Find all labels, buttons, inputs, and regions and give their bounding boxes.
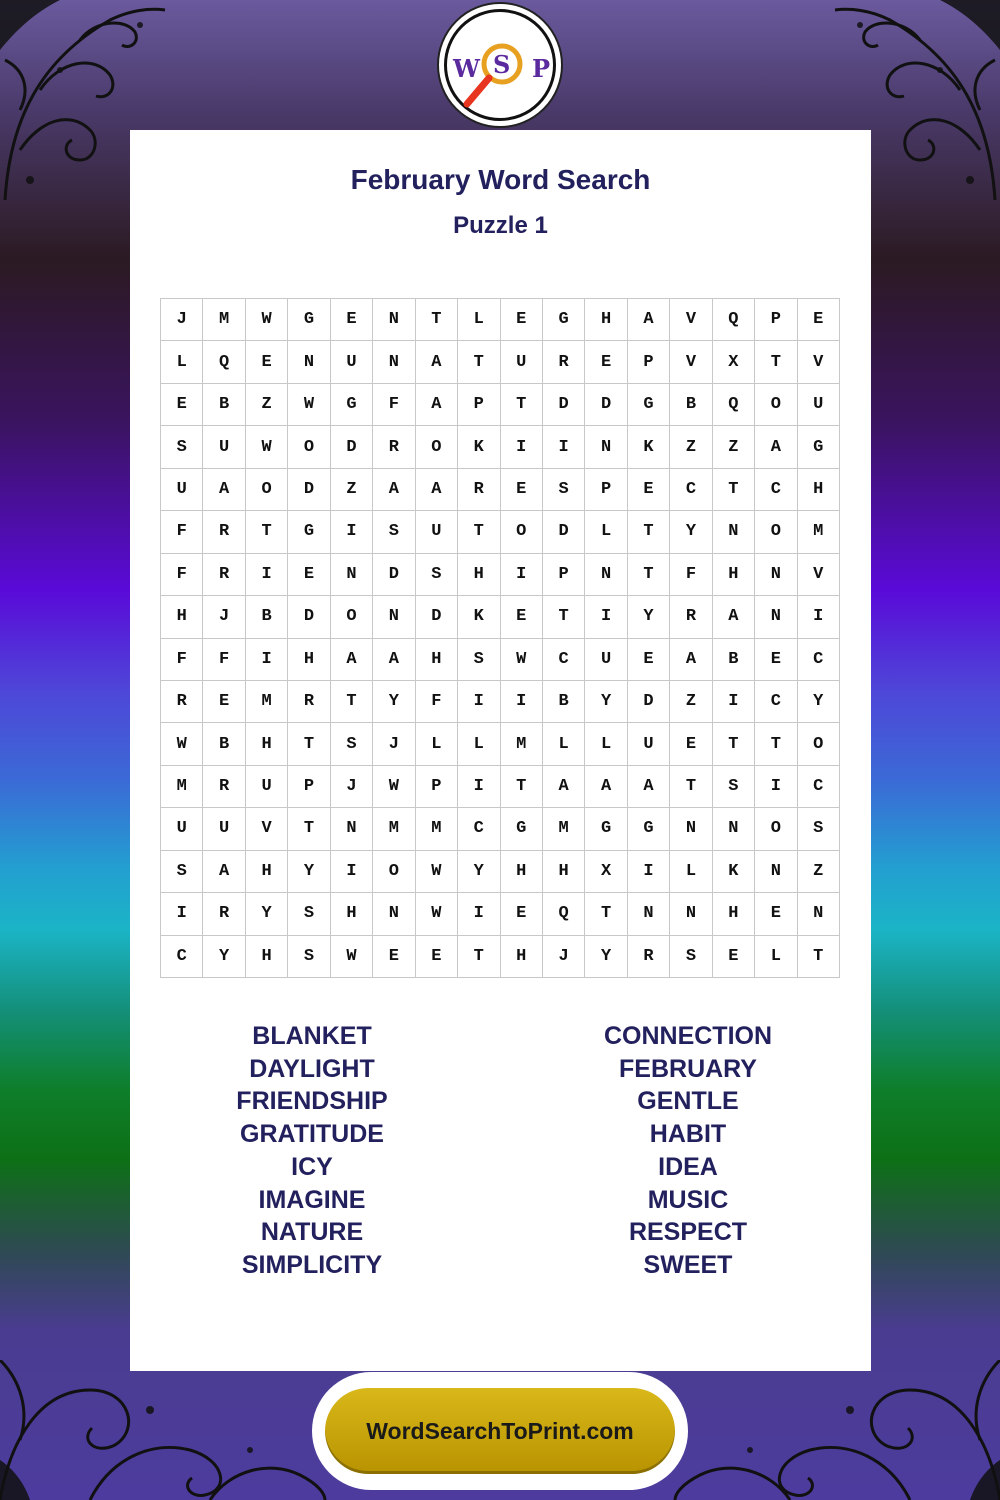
logo-letter-w: W (453, 54, 480, 83)
grid-cell: T (543, 596, 585, 638)
grid-cell: T (501, 384, 543, 426)
grid-cell: U (798, 384, 840, 426)
grid-cell: F (161, 639, 203, 681)
grid-cell: Y (670, 511, 712, 553)
grid-cell: E (203, 681, 245, 723)
grid-cell: T (331, 681, 373, 723)
grid-cell: I (161, 893, 203, 935)
grid-cell: N (373, 596, 415, 638)
grid-cell: P (585, 469, 627, 511)
grid-cell: Y (458, 851, 500, 893)
grid-cell: I (798, 596, 840, 638)
grid-cell: F (373, 384, 415, 426)
grid-cell: L (543, 723, 585, 765)
grid-cell: Q (543, 893, 585, 935)
grid-cell: N (670, 893, 712, 935)
grid-cell: B (670, 384, 712, 426)
grid-cell: J (161, 299, 203, 341)
grid-cell: I (246, 639, 288, 681)
grid-cell: Z (246, 384, 288, 426)
grid-cell: E (161, 384, 203, 426)
grid-cell: A (670, 639, 712, 681)
grid-cell: H (458, 554, 500, 596)
grid-cell: L (585, 723, 627, 765)
grid-cell: B (246, 596, 288, 638)
grid-cell: Z (331, 469, 373, 511)
puzzle-title: February Word Search (350, 164, 651, 195)
grid-cell: H (585, 299, 627, 341)
grid-cell: W (246, 299, 288, 341)
grid-cell: G (798, 426, 840, 468)
grid-cell: W (373, 766, 415, 808)
grid-cell: N (755, 596, 797, 638)
grid-cell: T (628, 554, 670, 596)
grid-cell: U (628, 723, 670, 765)
grid-cell: G (331, 384, 373, 426)
grid-cell: C (798, 766, 840, 808)
grid-cell: T (458, 341, 500, 383)
grid-cell: W (501, 639, 543, 681)
grid-cell: E (628, 469, 670, 511)
grid-cell: B (203, 384, 245, 426)
grid-cell: U (161, 808, 203, 850)
grid-cell: H (161, 596, 203, 638)
grid-cell: H (798, 469, 840, 511)
grid-cell: S (161, 851, 203, 893)
grid-cell: S (373, 511, 415, 553)
grid-cell: E (755, 639, 797, 681)
grid-cell: R (458, 469, 500, 511)
grid-cell: S (416, 554, 458, 596)
grid-cell: N (670, 808, 712, 850)
grid-cell: H (501, 936, 543, 978)
grid-cell: S (670, 936, 712, 978)
grid-cell: I (501, 426, 543, 468)
word-list-right (523, 1020, 853, 1282)
grid-cell: D (416, 596, 458, 638)
grid-cell: I (501, 554, 543, 596)
grid-cell: O (373, 851, 415, 893)
grid-cell: N (331, 808, 373, 850)
word-item: HABIT (649, 1120, 727, 1149)
grid-cell: D (543, 511, 585, 553)
grid-cell: S (798, 808, 840, 850)
grid-cell: S (331, 723, 373, 765)
word-item: NATURE (260, 1218, 364, 1247)
grid-cell: U (246, 766, 288, 808)
grid-cell: R (628, 936, 670, 978)
grid-cell: L (670, 851, 712, 893)
grid-cell: A (585, 766, 627, 808)
grid-cell: T (628, 511, 670, 553)
grid-cell: Y (628, 596, 670, 638)
grid-cell: M (543, 808, 585, 850)
grid-cell: E (713, 936, 755, 978)
grid-cell: V (798, 341, 840, 383)
grid-cell: H (246, 936, 288, 978)
grid-cell: I (331, 511, 373, 553)
word-item: SIMPLICITY (241, 1250, 383, 1279)
grid-cell: E (501, 299, 543, 341)
ornament-bottom-right-icon (660, 1360, 1000, 1500)
grid-cell: R (373, 426, 415, 468)
grid-cell: A (373, 639, 415, 681)
grid-cell: E (501, 469, 543, 511)
grid-cell: A (416, 469, 458, 511)
grid-cell: F (416, 681, 458, 723)
grid-cell: R (288, 681, 330, 723)
grid-cell: V (798, 554, 840, 596)
grid-cell: Z (798, 851, 840, 893)
grid-cell: B (543, 681, 585, 723)
grid-cell: I (331, 851, 373, 893)
grid-cell: F (670, 554, 712, 596)
logo-letter-s: S (493, 50, 511, 79)
word-item: FRIENDSHIP (236, 1087, 388, 1116)
grid-cell: I (543, 426, 585, 468)
grid-cell: S (543, 469, 585, 511)
grid-cell: T (713, 723, 755, 765)
grid-cell: M (246, 681, 288, 723)
grid-cell: K (713, 851, 755, 893)
grid-cell: A (755, 426, 797, 468)
grid-cell: V (670, 299, 712, 341)
grid-cell: P (628, 341, 670, 383)
grid-cell: C (755, 681, 797, 723)
grid-cell: A (416, 384, 458, 426)
grid-cell: E (628, 639, 670, 681)
grid-cell: O (331, 596, 373, 638)
grid-cell: M (798, 511, 840, 553)
grid-cell: P (416, 766, 458, 808)
grid-cell: T (585, 893, 627, 935)
letter-grid (160, 298, 840, 978)
grid-cell: O (798, 723, 840, 765)
grid-cell: M (203, 299, 245, 341)
grid-cell: Z (670, 681, 712, 723)
word-item: CONNECTION (603, 1022, 773, 1050)
grid-cell: I (458, 893, 500, 935)
grid-cell: G (543, 299, 585, 341)
grid-cell: C (798, 639, 840, 681)
grid-cell: V (246, 808, 288, 850)
grid-cell: T (798, 936, 840, 978)
grid-cell: G (585, 808, 627, 850)
grid-cell: N (755, 554, 797, 596)
grid-cell: W (288, 384, 330, 426)
grid-cell: Y (798, 681, 840, 723)
grid-cell: E (755, 893, 797, 935)
word-item: RESPECT (628, 1218, 748, 1247)
grid-cell: E (373, 936, 415, 978)
grid-cell: M (161, 766, 203, 808)
grid-cell: O (416, 426, 458, 468)
grid-cell: B (203, 723, 245, 765)
grid-cell: C (161, 936, 203, 978)
grid-cell: G (628, 808, 670, 850)
logo-letter-p: P (532, 54, 551, 83)
word-item: MUSIC (647, 1185, 729, 1214)
grid-cell: L (585, 511, 627, 553)
grid-cell: T (246, 511, 288, 553)
grid-cell: F (161, 511, 203, 553)
ornament-bottom-left-icon (0, 1360, 340, 1500)
word-item: BLANKET (252, 1022, 372, 1050)
grid-cell: P (288, 766, 330, 808)
grid-cell: I (246, 554, 288, 596)
grid-cell: P (755, 299, 797, 341)
grid-cell: J (203, 596, 245, 638)
grid-cell: T (713, 469, 755, 511)
grid-cell: Y (585, 681, 627, 723)
grid-cell: H (246, 851, 288, 893)
grid-cell: N (628, 893, 670, 935)
word-item: IMAGINE (258, 1185, 366, 1214)
grid-cell: F (161, 554, 203, 596)
grid-cell: V (670, 341, 712, 383)
grid-cell: W (246, 426, 288, 468)
grid-cell: O (755, 808, 797, 850)
grid-cell: U (203, 808, 245, 850)
grid-cell: G (288, 299, 330, 341)
grid-cell: S (161, 426, 203, 468)
grid-cell: X (585, 851, 627, 893)
grid-cell: J (373, 723, 415, 765)
grid-cell: C (458, 808, 500, 850)
grid-cell: D (288, 596, 330, 638)
grid-cell: U (416, 511, 458, 553)
grid-cell: E (416, 936, 458, 978)
grid-cell: Y (585, 936, 627, 978)
grid-cell: U (203, 426, 245, 468)
word-item: GENTLE (637, 1087, 739, 1116)
word-list-left (147, 1020, 477, 1282)
puzzle-subtitle: Puzzle 1 (453, 212, 548, 239)
grid-cell: D (288, 469, 330, 511)
grid-cell: H (416, 639, 458, 681)
grid-cell: L (755, 936, 797, 978)
grid-cell: T (670, 766, 712, 808)
grid-cell: I (585, 596, 627, 638)
word-item: SWEET (643, 1250, 733, 1279)
site-link-button[interactable]: WordSearchToPrint.com (325, 1388, 675, 1474)
grid-cell: E (501, 893, 543, 935)
grid-cell: S (458, 639, 500, 681)
grid-cell: L (458, 299, 500, 341)
grid-cell: K (458, 426, 500, 468)
grid-cell: H (713, 554, 755, 596)
grid-cell: I (501, 681, 543, 723)
grid-cell: T (501, 766, 543, 808)
grid-cell: E (288, 554, 330, 596)
wsp-logo[interactable] (437, 2, 563, 128)
word-item: ICY (291, 1152, 333, 1181)
grid-cell: C (755, 469, 797, 511)
word-item: DAYLIGHT (249, 1054, 375, 1083)
grid-cell: E (798, 299, 840, 341)
grid-cell: N (713, 808, 755, 850)
grid-cell: N (798, 893, 840, 935)
grid-cell: A (628, 766, 670, 808)
grid-cell: S (288, 893, 330, 935)
grid-cell: H (543, 851, 585, 893)
grid-cell: R (203, 554, 245, 596)
grid-cell: U (161, 469, 203, 511)
grid-cell: I (458, 766, 500, 808)
grid-cell: G (501, 808, 543, 850)
grid-cell: J (543, 936, 585, 978)
grid-cell: H (288, 639, 330, 681)
grid-cell: E (331, 299, 373, 341)
grid-cell: O (246, 469, 288, 511)
grid-cell: Y (373, 681, 415, 723)
grid-cell: W (331, 936, 373, 978)
grid-cell: A (628, 299, 670, 341)
grid-cell: A (331, 639, 373, 681)
grid-cell: S (713, 766, 755, 808)
grid-cell: R (203, 766, 245, 808)
word-item: FEBRUARY (619, 1054, 757, 1083)
grid-cell: H (246, 723, 288, 765)
word-item: IDEA (658, 1152, 718, 1181)
grid-cell: N (585, 426, 627, 468)
grid-cell: B (713, 639, 755, 681)
grid-cell: N (373, 299, 415, 341)
grid-cell: K (628, 426, 670, 468)
grid-cell: H (501, 851, 543, 893)
grid-cell: Y (246, 893, 288, 935)
grid-cell: T (458, 511, 500, 553)
grid-cell: T (755, 341, 797, 383)
site-badge (312, 1372, 688, 1490)
grid-cell: R (203, 511, 245, 553)
grid-cell: D (585, 384, 627, 426)
grid-cell: J (331, 766, 373, 808)
grid-cell: G (288, 511, 330, 553)
grid-cell: O (755, 511, 797, 553)
grid-cell: E (670, 723, 712, 765)
grid-cell: P (458, 384, 500, 426)
grid-cell: N (373, 893, 415, 935)
grid-cell: Z (713, 426, 755, 468)
grid-cell: H (331, 893, 373, 935)
grid-cell: U (331, 341, 373, 383)
grid-cell: N (373, 341, 415, 383)
grid-cell: W (416, 893, 458, 935)
grid-cell: I (458, 681, 500, 723)
grid-cell: Y (288, 851, 330, 893)
grid-cell: N (331, 554, 373, 596)
grid-cell: N (288, 341, 330, 383)
grid-cell: A (203, 851, 245, 893)
grid-cell: R (543, 341, 585, 383)
grid-cell: T (755, 723, 797, 765)
grid-cell: K (458, 596, 500, 638)
grid-cell: A (543, 766, 585, 808)
grid-cell: F (203, 639, 245, 681)
puzzle-panel (130, 130, 871, 1371)
grid-cell: N (713, 511, 755, 553)
grid-cell: I (628, 851, 670, 893)
grid-cell: S (288, 936, 330, 978)
grid-cell: R (670, 596, 712, 638)
grid-cell: D (331, 426, 373, 468)
grid-cell: I (713, 681, 755, 723)
grid-cell: N (755, 851, 797, 893)
grid-cell: W (161, 723, 203, 765)
grid-cell: L (161, 341, 203, 383)
grid-cell: C (543, 639, 585, 681)
grid-cell: R (161, 681, 203, 723)
grid-cell: D (628, 681, 670, 723)
grid-cell: M (501, 723, 543, 765)
grid-cell: M (416, 808, 458, 850)
grid-cell: Z (670, 426, 712, 468)
grid-cell: D (543, 384, 585, 426)
grid-cell: D (373, 554, 415, 596)
grid-cell: A (203, 469, 245, 511)
grid-cell: U (501, 341, 543, 383)
grid-cell: T (288, 723, 330, 765)
grid-cell: T (288, 808, 330, 850)
grid-cell: L (458, 723, 500, 765)
grid-cell: Q (713, 384, 755, 426)
grid-cell: R (203, 893, 245, 935)
grid-cell: A (416, 341, 458, 383)
grid-cell: Q (203, 341, 245, 383)
grid-cell: P (543, 554, 585, 596)
grid-cell: O (501, 511, 543, 553)
grid-cell: M (373, 808, 415, 850)
grid-cell: L (416, 723, 458, 765)
grid-cell: X (713, 341, 755, 383)
grid-cell: N (585, 554, 627, 596)
grid-cell: Y (203, 936, 245, 978)
grid-cell: A (713, 596, 755, 638)
grid-cell: E (246, 341, 288, 383)
grid-cell: U (585, 639, 627, 681)
grid-cell: T (458, 936, 500, 978)
grid-cell: E (501, 596, 543, 638)
grid-cell: O (288, 426, 330, 468)
word-item: GRATITUDE (240, 1120, 384, 1149)
grid-cell: E (585, 341, 627, 383)
grid-cell: G (628, 384, 670, 426)
grid-cell: I (755, 766, 797, 808)
grid-cell: C (670, 469, 712, 511)
grid-cell: W (416, 851, 458, 893)
grid-cell: O (755, 384, 797, 426)
grid-cell: Q (713, 299, 755, 341)
grid-cell: T (416, 299, 458, 341)
grid-cell: H (713, 893, 755, 935)
grid-cell: A (373, 469, 415, 511)
